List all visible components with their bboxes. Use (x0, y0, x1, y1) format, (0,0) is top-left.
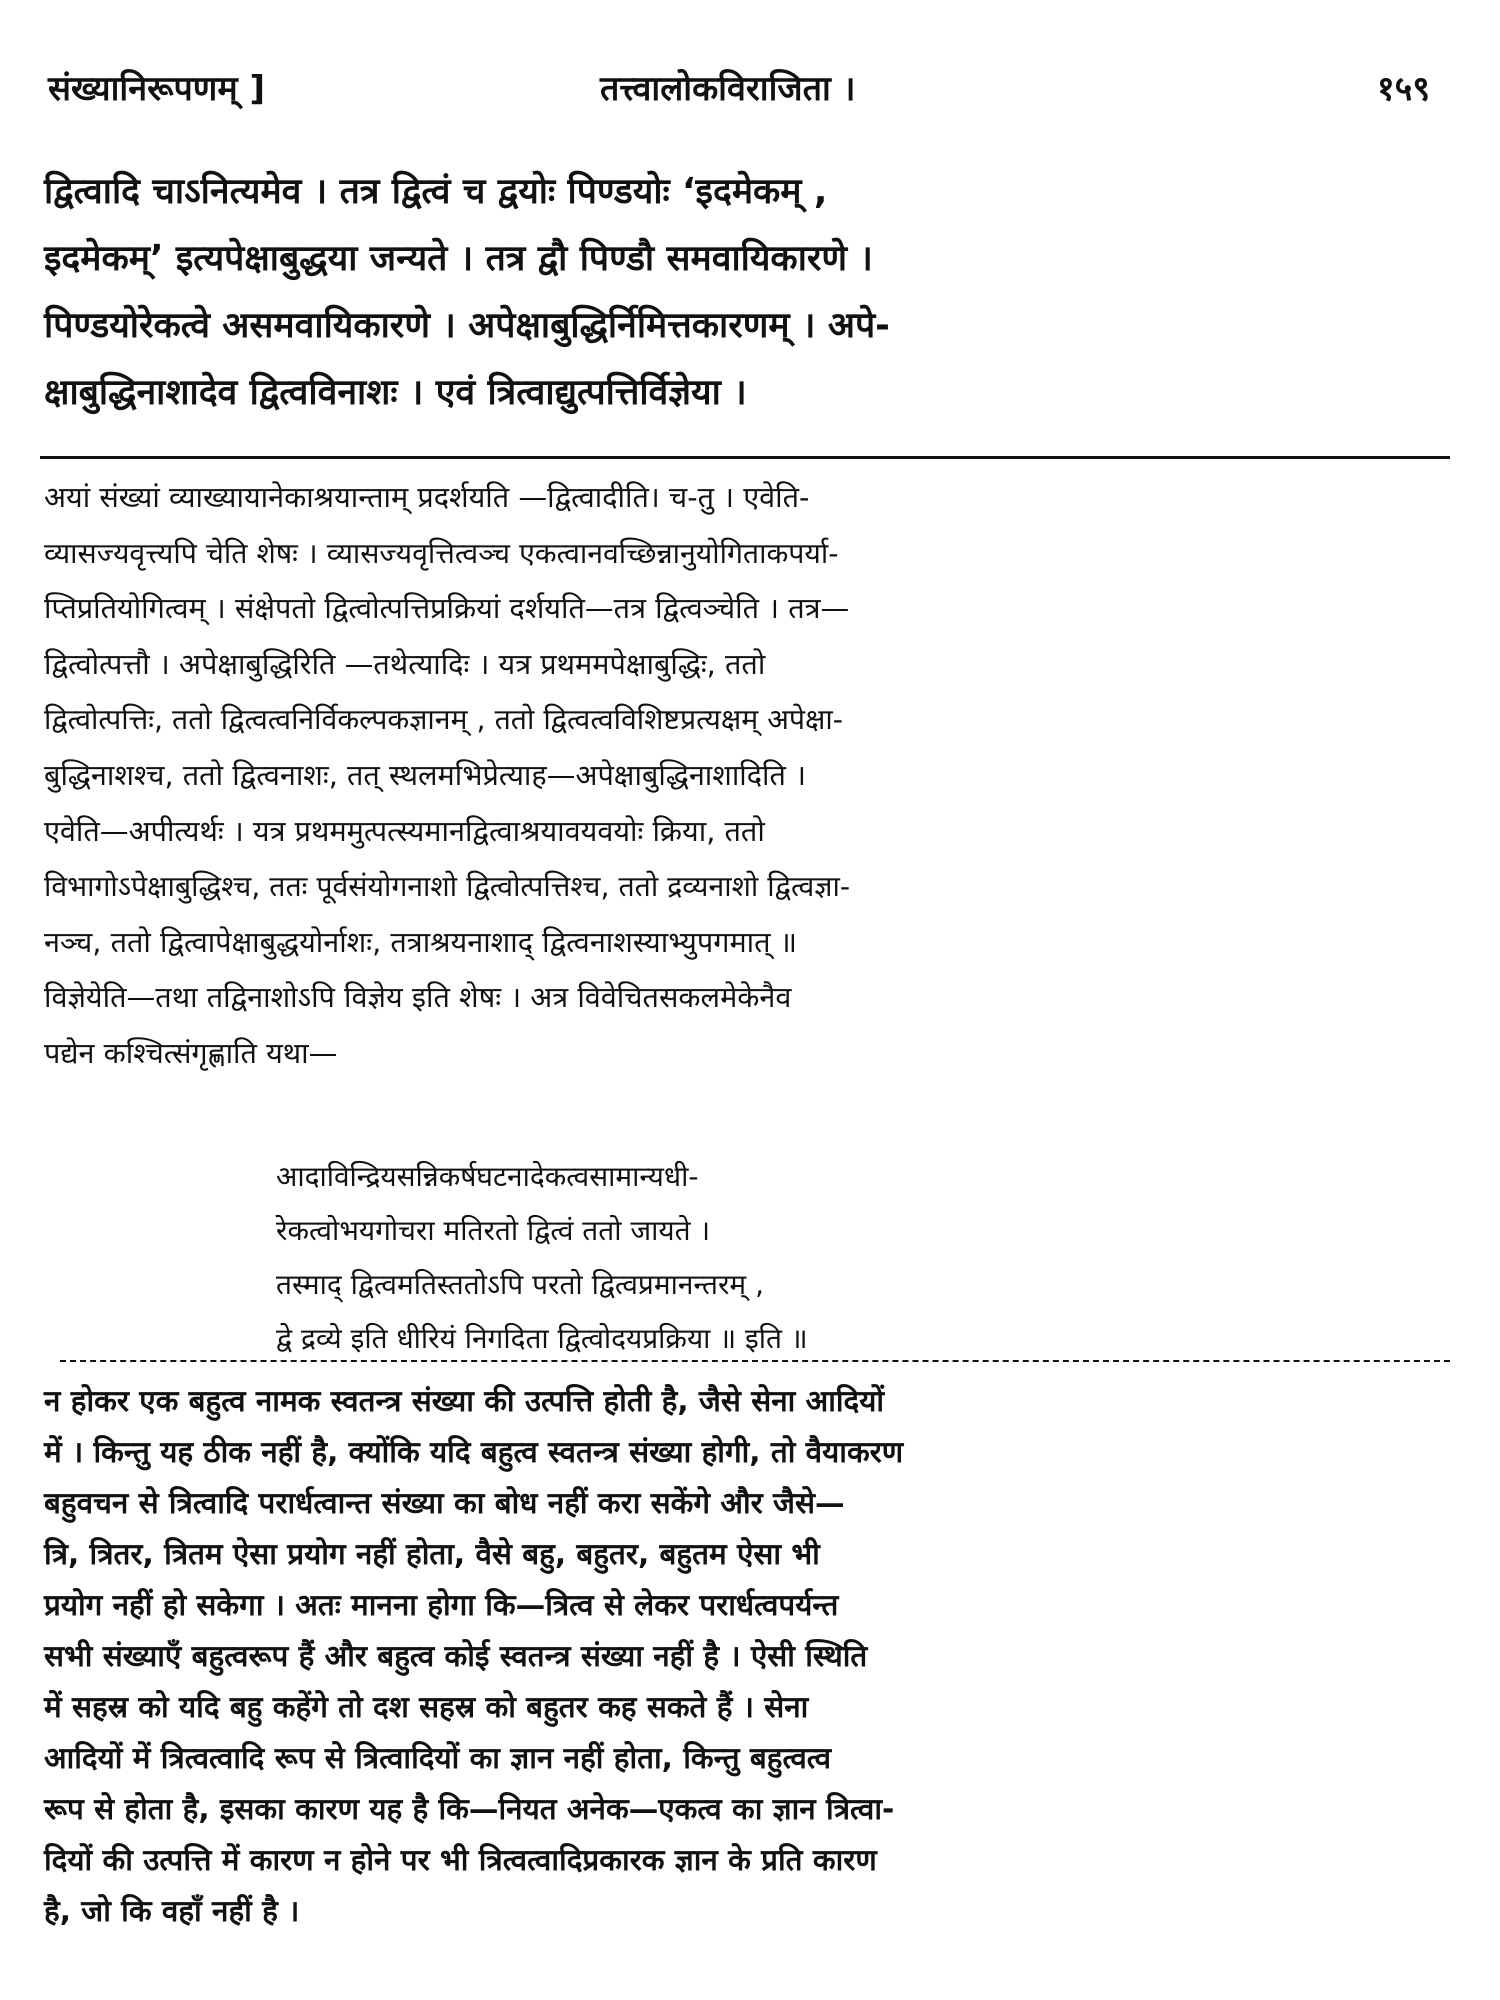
hindi-line: न होकर एक बहुत्व नामक स्वतन्त्र संख्या की उत्पत्ति होती है, जैसे सेना आदियों (44, 1384, 885, 1418)
hindi-line: है, जो कि वहाँ नहीं है । (44, 1894, 300, 1928)
commentary-line: द्वित्वोत्पत्तौ । अपेक्षाबुद्धिरिति —तथेत्यादिः । यत्र प्रथममपेक्षाबुद्धिः, ततो (44, 646, 766, 681)
hindi-line: सभी संख्याएँ बहुत्वरूप हैं और बहुत्व कोई स्वतन्त्र संख्या नहीं है । ऐसी स्थिति (44, 1639, 868, 1673)
hindi-line: में सहस्र को यदि बहु कहेंगे तो दश सहस्र को बहुतर कह सकते हैं । सेना (44, 1690, 809, 1724)
verse-line: तस्माद् द्वित्वमतिस्ततोऽपि परतो द्वित्वप्रमानन्तरम् , (276, 1268, 764, 1301)
hindi-translation-block (44, 1376, 1449, 1937)
commentary-line: बुद्धिनाशश्च, ततो द्वित्वनाशः, तत् स्थलमभिप्रेत्याह—अपेक्षाबुद्धिनाशादिति । (44, 757, 806, 792)
verse-block (276, 1150, 1426, 1366)
mula-line: पिण्डयोरेकत्वे असमवायिकारणे । अपेक्षाबुद्धिर्निमित्तकारणम् । अपे- (44, 305, 890, 346)
mula-text-block (44, 158, 1449, 426)
running-header (40, 64, 1450, 124)
hindi-line: रूप से होता है, इसका कारण यह है कि—नियत अनेक—एकत्व का ज्ञान त्रित्वा- (44, 1792, 895, 1826)
commentary-line: विज्ञेयेति—तथा तद्विनाशोऽपि विज्ञेय इति शेषः । अत्र विवेचितसकलमेकेनैव (44, 980, 792, 1015)
commentary-line: प्तिप्रतियोगित्वम् । संक्षेपतो द्वित्वोत्पत्तिप्रक्रियां दर्शयति—तत्र द्वित्वञ्चेति । तत्र— (44, 591, 850, 626)
hindi-line: बहुवचन से त्रित्वादि परार्धत्वान्त संख्या का बोध नहीं करा सकेंगे और जैसे— (44, 1486, 845, 1520)
verse-line: रेकत्वोभयगोचरा मतिरतो द्वित्वं ततो जायते । (276, 1214, 711, 1247)
mula-line: इदमेकम्’ इत्यपेक्षाबुद्धया जन्यते । तत्र द्वौ पिण्डौ समवायिकारणे । (44, 238, 873, 279)
commentary-line: अयां संख्यां व्याख्यायानेकाश्रयान्ताम् प्रदर्शयति —द्वित्वादीति। च-तु । एवेति- (44, 480, 810, 514)
verse-line: आदाविन्द्रियसन्निकर्षघटनादेकत्वसामान्यधी- (276, 1160, 699, 1193)
mula-line: क्षाबुद्धिनाशादेव द्वित्वविनाशः । एवं त्रित्वाद्युत्पत्तिर्विज्ञेया । (44, 372, 747, 413)
divider-rule-dashed (60, 1360, 1450, 1362)
book-title: तत्त्वालोकविराजिता । (600, 69, 856, 109)
commentary-line: विभागोऽपेक्षाबुद्धिश्च, ततः पूर्वसंयोगनाशो द्वित्वोत्पत्तिश्च, ततो द्रव्यनाशो द्वित्वज्ञा- (44, 870, 851, 904)
commentary-line: एवेति—अपीत्यर्थः । यत्र प्रथममुत्पत्स्यमानद्वित्वाश्रयावयवयोः क्रिया, ततो (44, 813, 765, 848)
hindi-line: आदियों में त्रित्वत्वादि रूप से त्रित्वादियों का ज्ञान नहीं होता, किन्तु बहुत्वत्व (44, 1741, 832, 1775)
mula-line: द्वित्वादि चाऽनित्यमेव । तत्र द्वित्वं च द्वयोः पिण्डयोः ‘इदमेकम् , (44, 171, 828, 212)
verse-line: द्वे द्रव्ये इति धीरियं निगदिता द्वित्वोदयप्रक्रिया ॥ इति ॥ (276, 1322, 808, 1355)
page-number: १५९ (1376, 69, 1430, 109)
hindi-line: दियों की उत्पत्ति में कारण न होने पर भी त्रित्वत्वादिप्रकारक ज्ञान के प्रति कारण (44, 1843, 877, 1877)
commentary-line: द्वित्वोत्पत्तिः, ततो द्वित्वत्वनिर्विकल्पकज्ञानम् , ततो द्वित्वत्वविशिष्टप्रत्यक्षम् अपेक्षा- (44, 703, 843, 737)
commentary-line: नञ्च, ततो द्वित्वापेक्षाबुद्धयोर्नाशः, तत्राश्रयनाशाद् द्वित्वनाशस्याभ्युपगमात् ॥ (44, 924, 797, 959)
hindi-line: त्रि, त्रितर, त्रितम ऐसा प्रयोग नहीं होता, वैसे बहु, बहुतर, बहुतम ऐसा भी (44, 1537, 820, 1571)
commentary-line: पद्येन कश्चित्संगृह्णाति यथा— (44, 1035, 338, 1070)
section-title: संख्यानिरूपणम् ] (48, 69, 266, 109)
divider-rule (40, 456, 1450, 459)
hindi-line: प्रयोग नहीं हो सकेगा । अतः मानना होगा कि—त्रित्व से लेकर परार्धत्वपर्यन्त (44, 1588, 839, 1622)
commentary-block (44, 470, 1449, 1082)
hindi-line: में । किन्तु यह ठीक नहीं है, क्योंकि यदि बहुत्व स्वतन्त्र संख्या होगी, तो वैयाकरण (44, 1435, 904, 1469)
commentary-line: व्यासज्यवृत्त्यपि चेति शेषः । व्यासज्यवृत्तित्वञ्च एकत्वानवच्छिन्नानुयोगिताकपर्या- (44, 536, 839, 570)
